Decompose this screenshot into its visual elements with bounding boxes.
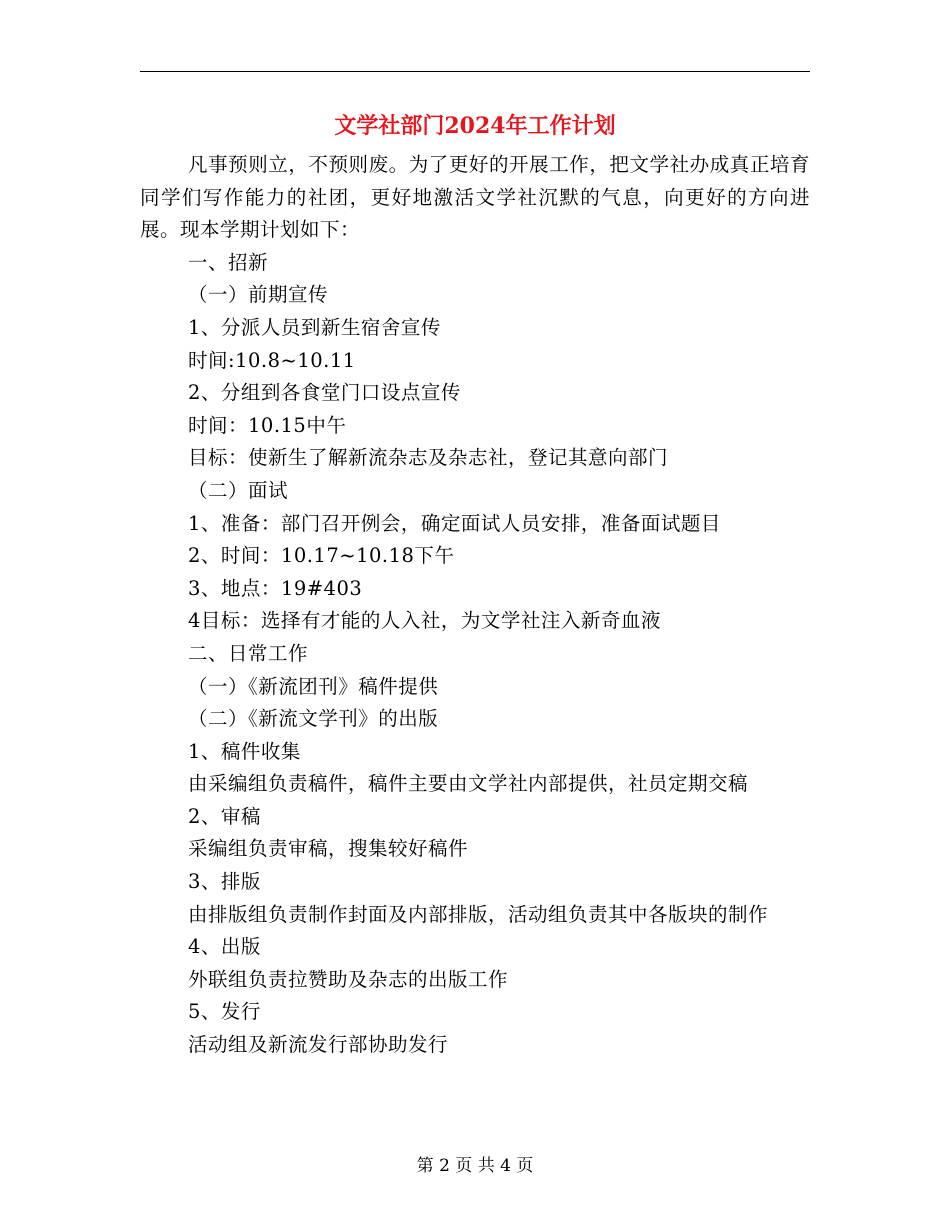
list-item: 4、出版 [188,935,261,959]
header-rule [140,71,810,72]
subsection-heading-publication: （二）《新流文学刊》的出版 [188,707,439,731]
list-item: 5、发行 [188,1000,261,1024]
list-item: 3、排版 [188,870,261,894]
subsection-heading-interview: （二）面试 [188,478,289,502]
subsection-heading-manuscripts: （一）《新流团刊》稿件提供 [188,674,439,698]
wrapped-list-item: 由排版组负责制作封面及内部排版，活动组负责其中各版块的制作 [188,902,769,926]
document-title: 文学社部门2024年工作计划 [334,113,616,139]
section-heading-recruitment: 一、招新 [188,250,269,274]
page-number-footer: 第 2 页 共 4 页 [416,1156,534,1176]
document-body [140,149,810,1062]
list-item: 采编组负责审稿，搜集较好稿件 [188,837,469,861]
content-lines [140,247,810,1062]
section-heading-daily-work: 二、日常工作 [188,641,309,665]
list-item: 目标：使新生了解新流杂志及杂志社，登记其意向部门 [188,446,669,470]
list-item: 由采编组负责稿件，稿件主要由文学社内部提供，社员定期交稿 [188,772,749,796]
list-item: 活动组及新流发行部协助发行 [188,1033,449,1057]
subsection-heading-promotion: （一）前期宣传 [188,283,329,307]
list-item: 时间：10.15中午 [188,413,347,437]
list-item: 外联组负责拉赞助及杂志的出版工作 [188,967,509,991]
list-item: 3、地点：19#403 [188,576,363,600]
list-item: 2、分组到各食堂门口设点宣传 [188,381,461,405]
list-item: 4目标：选择有才能的人入社，为文学社注入新奇血液 [188,609,661,633]
list-item: 1、稿件收集 [188,739,301,763]
list-item: 2、时间：10.17~10.18下午 [188,544,455,568]
list-item: 1、分派人员到新生宿舍宣传 [188,315,441,339]
list-item: 1、准备：部门召开例会，确定面试人员安排，准备面试题目 [188,511,721,535]
list-item: 2、审稿 [188,804,261,828]
intro-paragraph: 凡事预则立，不预则废。为了更好的开展工作，把文学社办成真正培育同学们写作能力的社团，更好地激活文学社沉默的气息，向更好的方向进展。现本学期计划如下： [140,153,810,242]
list-item: 时间:10.8~10.11 [188,348,356,372]
